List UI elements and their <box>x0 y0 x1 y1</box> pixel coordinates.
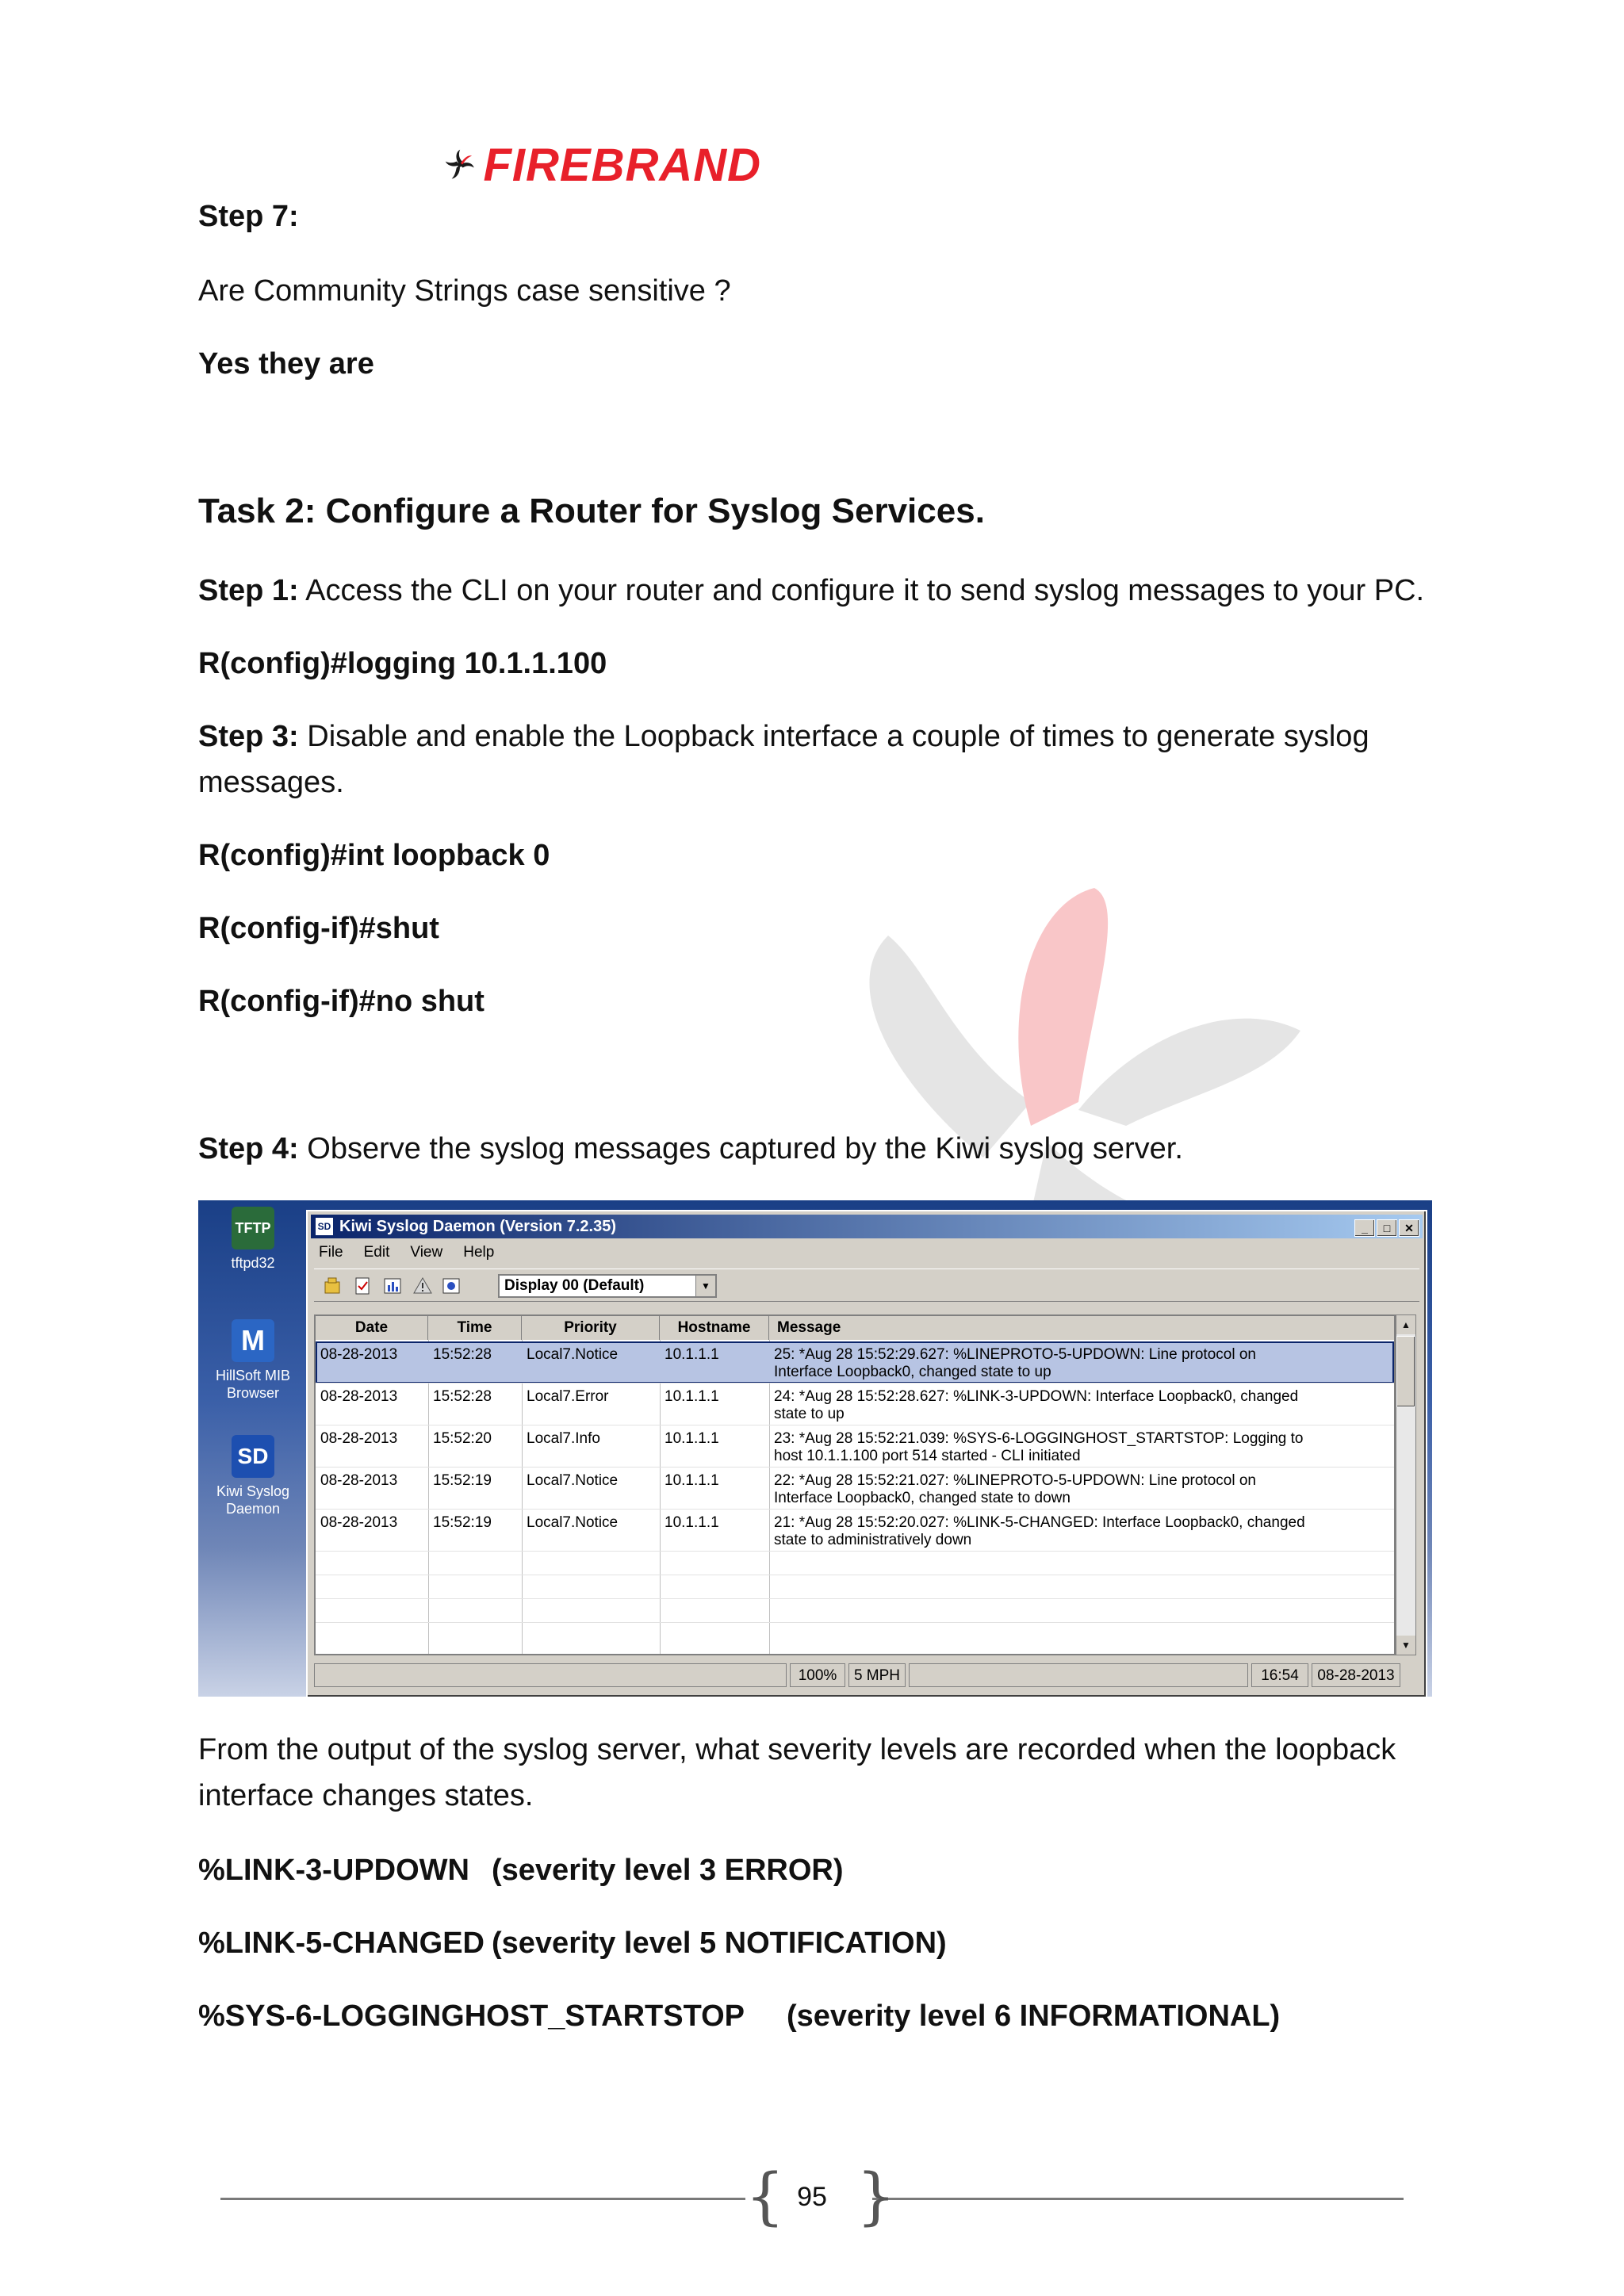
status-bar <box>314 1663 1419 1689</box>
cell-time: 15:52:28 <box>433 1346 492 1363</box>
cell-priority: Local7.Error <box>527 1388 609 1405</box>
cell-message <box>769 1514 1305 1549</box>
clear-icon[interactable] <box>352 1276 373 1296</box>
desktop-shortcut-label: tftpd32 <box>231 1255 275 1271</box>
step3-text: Disable and enable the Loopback interface a couple of times to generate syslog <box>298 720 1369 753</box>
cell-date: 08-28-2013 <box>320 1346 398 1363</box>
answer-level: (severity level 3 ERROR) <box>492 1854 844 1887</box>
firebrand-swirl-icon <box>444 127 475 203</box>
col-message[interactable]: Message <box>769 1316 1396 1340</box>
cell-priority: Local7.Notice <box>527 1472 619 1489</box>
messages-grid <box>314 1314 1396 1655</box>
table-row[interactable] <box>316 1425 1394 1468</box>
page-number: 95 <box>797 2182 827 2212</box>
status-pane <box>909 1663 1248 1687</box>
col-time[interactable]: Time <box>428 1316 522 1340</box>
status-time: 16:54 <box>1251 1663 1308 1687</box>
step4-paragraph <box>198 1126 1183 1172</box>
cell-priority: Local7.Notice <box>527 1514 619 1531</box>
cmd-int-loopback: R(config)#int loopback 0 <box>198 839 550 872</box>
answer-code: %LINK-3-UPDOWN <box>198 1854 469 1887</box>
grid-header <box>316 1316 1394 1340</box>
grid-scrollbar[interactable] <box>1396 1314 1416 1655</box>
mib-browser-icon: M <box>232 1319 274 1362</box>
answer-code: %SYS-6-LOGGINGHOST_STARTSTOP <box>198 1999 745 2033</box>
app-icon: SD <box>316 1218 333 1235</box>
cell-priority: Local7.Notice <box>527 1346 619 1363</box>
stats-icon[interactable] <box>382 1276 403 1296</box>
cell-date: 08-28-2013 <box>320 1388 398 1405</box>
cell-time: 15:52:19 <box>433 1514 492 1531</box>
scroll-up-icon[interactable]: ▲ <box>1396 1315 1415 1334</box>
cell-host: 10.1.1.1 <box>665 1388 719 1405</box>
cmd-logging: R(config)#logging 10.1.1.100 <box>198 647 607 680</box>
cell-message <box>769 1346 1256 1381</box>
step4-text: Observe the syslog messages captured by the Kiwi syslog server. <box>298 1132 1183 1165</box>
kiwi-syslog-screenshot <box>198 1200 1432 1697</box>
chevron-down-icon[interactable]: ▼ <box>695 1276 715 1296</box>
col-date[interactable]: Date <box>316 1316 428 1340</box>
table-row[interactable] <box>316 1383 1394 1425</box>
cell-host: 10.1.1.1 <box>665 1346 719 1363</box>
warning-icon[interactable] <box>412 1276 433 1296</box>
cell-host: 10.1.1.1 <box>665 1472 719 1489</box>
toolbar <box>314 1269 1419 1302</box>
message-line: 23: *Aug 28 15:52:21.039: %SYS-6-LOGGINGHOST_STARTSTOP: Logging to <box>774 1430 1304 1447</box>
message-line: 25: *Aug 28 15:52:29.627: %LINEPROTO-5-UPDOWN: Line protocol on <box>774 1346 1256 1363</box>
menu-view[interactable]: View <box>410 1244 443 1261</box>
message-line: Interface Loopback0, changed state to up <box>774 1364 1051 1380</box>
step3-paragraph <box>198 714 1369 760</box>
display-icon[interactable] <box>441 1276 462 1296</box>
cell-date: 08-28-2013 <box>320 1430 398 1447</box>
window-titlebar[interactable] <box>311 1215 1423 1238</box>
desktop-shortcut-label: HillSoft MIB Browser <box>215 1368 291 1401</box>
tftpd-icon: TFTP <box>232 1207 274 1249</box>
desktop-shortcut-tftpd32[interactable] <box>201 1207 304 1272</box>
menu-file[interactable]: File <box>319 1244 343 1261</box>
question-line2: interface changes states. <box>198 1779 534 1812</box>
menubar <box>314 1242 494 1264</box>
desktop-shortcut-kiwi-syslog[interactable] <box>201 1435 304 1517</box>
status-date: 08-28-2013 <box>1312 1663 1400 1687</box>
brand-name: FIREBRAND <box>483 139 761 191</box>
cell-priority: Local7.Info <box>527 1430 600 1447</box>
step7-question: Are Community Strings case sensitive ? <box>198 274 731 308</box>
cell-date: 08-28-2013 <box>320 1514 398 1531</box>
step1-paragraph <box>198 568 1424 614</box>
kiwi-syslog-icon: SD <box>232 1435 274 1478</box>
cell-message <box>769 1388 1298 1423</box>
step1-label: Step 1: <box>198 574 299 607</box>
col-hostname[interactable]: Hostname <box>660 1316 769 1340</box>
menu-help[interactable]: Help <box>463 1244 495 1261</box>
message-line: state to up <box>774 1406 845 1422</box>
scroll-down-icon[interactable]: ▼ <box>1396 1636 1415 1655</box>
cmd-shut: R(config-if)#shut <box>198 912 439 945</box>
window-title: Kiwi Syslog Daemon (Version 7.2.35) <box>339 1218 617 1235</box>
maximize-button[interactable]: □ <box>1377 1219 1397 1237</box>
cell-time: 15:52:28 <box>433 1388 492 1405</box>
message-line: Interface Loopback0, changed state to down <box>774 1490 1071 1506</box>
answer-code: %LINK-5-CHANGED <box>198 1927 485 1960</box>
kiwi-syslog-window <box>306 1210 1427 1697</box>
cell-time: 15:52:19 <box>433 1472 492 1489</box>
status-zoom: 100% <box>790 1663 845 1687</box>
step3-text-cont: messages. <box>198 766 344 799</box>
desktop-shortcut-label: Kiwi Syslog Daemon <box>216 1483 290 1517</box>
answer-level: (severity level 5 NOTIFICATION) <box>492 1927 947 1960</box>
table-row[interactable] <box>316 1510 1394 1552</box>
task2-title: Task 2: Configure a Router for Syslog Services. <box>198 492 985 530</box>
scroll-thumb[interactable] <box>1396 1336 1415 1407</box>
message-line: 22: *Aug 28 15:52:21.027: %LINEPROTO-5-UPDOWN: Line protocol on <box>774 1472 1256 1489</box>
footer-rule-left <box>220 2198 745 2200</box>
display-select-value: Display 00 (Default) <box>504 1277 645 1294</box>
footer-brace-left: { <box>745 2161 785 2233</box>
menu-edit[interactable]: Edit <box>363 1244 390 1261</box>
step7-heading: Step 7: <box>198 200 299 233</box>
message-line: 24: *Aug 28 15:52:28.627: %LINK-3-UPDOWN: Interface Loopback0, changed <box>774 1388 1299 1405</box>
cell-message <box>769 1430 1303 1465</box>
status-rate: 5 MPH <box>848 1663 906 1687</box>
cell-date: 08-28-2013 <box>320 1472 398 1489</box>
table-row[interactable] <box>316 1468 1394 1510</box>
message-line: host 10.1.1.100 port 514 started - CLI initiated <box>774 1448 1081 1464</box>
col-priority[interactable]: Priority <box>522 1316 660 1340</box>
cmd-no-shut: R(config-if)#no shut <box>198 985 485 1018</box>
step7-answer: Yes they are <box>198 347 374 381</box>
question-line1: From the output of the syslog server, what severity levels are recorded when the loopback <box>198 1733 1396 1766</box>
desktop-shortcut-mib-browser[interactable] <box>201 1319 304 1402</box>
cell-message <box>769 1472 1256 1507</box>
message-line: 21: *Aug 28 15:52:20.027: %LINK-5-CHANGED: Interface Loopback0, changed <box>774 1514 1305 1531</box>
minimize-button[interactable]: _ <box>1354 1219 1375 1237</box>
footer-rule-right <box>872 2198 1404 2200</box>
cell-host: 10.1.1.1 <box>665 1514 719 1531</box>
display-select[interactable] <box>498 1274 717 1298</box>
step4-label: Step 4: <box>198 1132 299 1165</box>
message-line: state to administratively down <box>774 1532 972 1548</box>
status-pane <box>314 1663 787 1687</box>
firebrand-logo <box>444 125 761 205</box>
cell-host: 10.1.1.1 <box>665 1430 719 1447</box>
close-button[interactable]: ✕ <box>1399 1219 1419 1237</box>
cell-time: 15:52:20 <box>433 1430 492 1447</box>
footer-brace-right: } <box>856 2161 896 2233</box>
answer-level: (severity level 6 INFORMATIONAL) <box>787 1999 1281 2033</box>
table-row[interactable] <box>316 1341 1394 1383</box>
step1-text: Access the CLI on your router and configure it to send syslog messages to your PC. <box>298 574 1425 607</box>
setup-icon[interactable] <box>322 1276 343 1296</box>
step3-label: Step 3: <box>198 720 299 753</box>
